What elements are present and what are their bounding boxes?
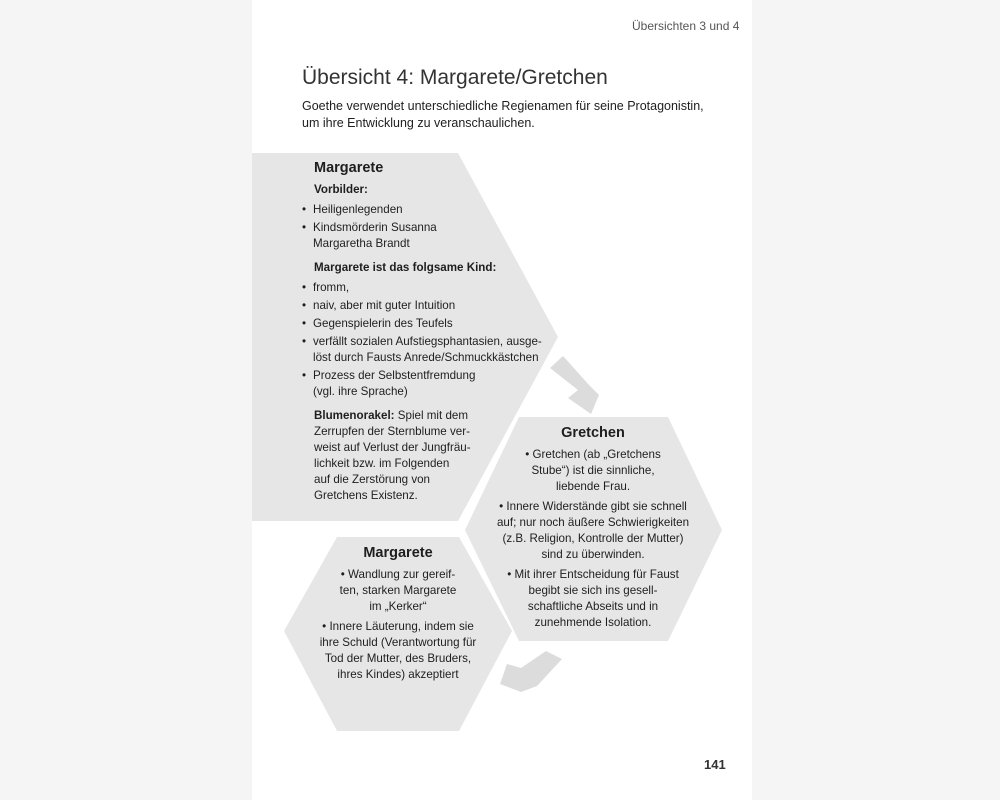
margarete-bottom-block — [294, 545, 502, 683]
gretchen-point: • Gretchen (ab „Gretchens Stube“) ist die sinnliche, liebende Frau. — [525, 448, 661, 493]
list-item: • Gegenspielerin des Teufels — [302, 316, 542, 332]
list-item: • Heiligenlegenden — [302, 202, 542, 218]
margarete-bottom-heading: Margarete — [363, 545, 433, 561]
margarete-bottom-point: • Innere Läuterung, indem sie ihre Schuld (Verantwortung für Tod der Mutter, des Bruders, ihres Kindes) akzeptiert — [319, 620, 477, 681]
intro-line: um ihre Entwicklung zu veranschaulichen. — [302, 116, 535, 130]
blumenorakel-line: auf die Zerstörung von — [314, 473, 431, 486]
bullet-icon: • — [525, 448, 533, 461]
vorbilder-label: Vorbilder: — [314, 183, 368, 196]
gretchen-block — [478, 425, 708, 631]
list-item: • naiv, aber mit guter Intuition — [302, 298, 542, 314]
running-head: Übersichten 3 und 4 — [632, 19, 740, 33]
list-item: • Kindsmörderin Susanna Margaretha Brandt — [302, 220, 542, 252]
arrow-down-icon — [550, 356, 599, 414]
bullet-icon: • — [340, 568, 349, 581]
list-item: • fromm, — [302, 280, 542, 296]
arrow-down-left-icon — [500, 651, 562, 692]
bullet-icon: • — [507, 568, 515, 581]
gretchen-point: • Mit ihrer Entscheidung für Faust begibt sie sich ins gesell- schaftliche Abseits und in zunehmende Isolation. — [507, 568, 679, 629]
kind-label: Margarete ist das folgsame Kind: — [314, 261, 497, 274]
margarete-bottom-point: • Wandlung zur gereif- ten, starken Margarete im „Kerker“ — [339, 568, 457, 613]
blumenorakel-line: Zerrupfen der Sternblume ver- — [314, 425, 470, 438]
page-title: Übersicht 4: Margarete/Gretchen — [302, 66, 608, 89]
blumenorakel-line: weist auf Verlust der Jungfräu- — [314, 441, 471, 454]
kind-list — [302, 280, 542, 400]
blumenorakel-line: Gretchens Existenz. — [314, 489, 418, 502]
bullet-icon: • — [322, 620, 330, 633]
blumenorakel-line: lichkeit bzw. im Folgenden — [314, 457, 450, 470]
blumenorakel-label: Blumenorakel: — [314, 409, 395, 422]
blumenorakel-line: Spiel mit dem — [394, 409, 468, 422]
intro-line: Goethe verwendet unterschiedliche Regienamen für seine Protagonistin, — [302, 99, 704, 113]
list-item: • verfällt sozialen Aufstiegsphantasien, ausge- löst durch Fausts Anrede/Schmuckkästchen — [302, 334, 542, 366]
page-number: 141 — [704, 757, 726, 772]
margarete-top-heading: Margarete — [314, 160, 384, 176]
gretchen-point: • Innere Widerstände gibt sie schnell auf; nur noch äußere Schwierigkeiten (z.B. Religion, Kontrolle der Mutter) sind zu überwinden. — [496, 500, 690, 561]
vorbilder-list — [302, 202, 542, 252]
list-item: • Prozess der Selbstentfremdung (vgl. ihre Sprache) — [302, 368, 542, 400]
gretchen-heading: Gretchen — [561, 425, 625, 441]
bullet-icon: • — [499, 500, 507, 513]
